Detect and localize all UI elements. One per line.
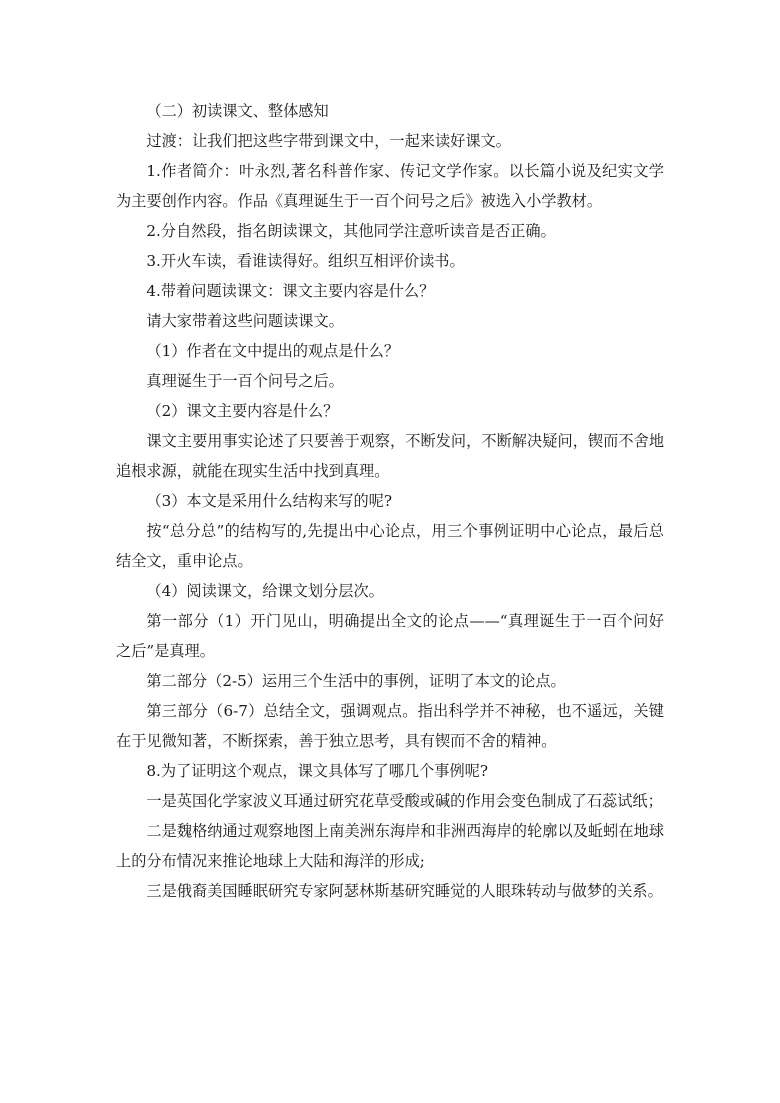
answer-paragraph: 第二部分（2-5）运用三个生活中的事例，证明了本文的论点。 bbox=[146, 672, 566, 690]
section-heading: （二）初读课文、整体感知 bbox=[146, 102, 329, 120]
paragraph: 请大家带着这些问题读课文。 bbox=[146, 312, 344, 330]
example-paragraph: 三是俄裔美国睡眠研究专家阿瑟林斯基研究睡觉的人眼珠转动与做梦的关系。 bbox=[146, 882, 663, 900]
answer-paragraph: 真理诞生于一百个问号之后。 bbox=[146, 372, 344, 390]
answer-paragraph: 第一部分（1）开门见山，明确提出全文的论点——“真理诞生于一百个问好之后”是真理。 bbox=[116, 612, 664, 660]
answer-paragraph: 课文主要用事实论述了只要善于观察，不断发问，不断解决疑问，锲而不舍地追根求源，就能在现实生活中找到真理。 bbox=[116, 432, 664, 480]
question-item: （3）本文是采用什么结构来写的呢? bbox=[146, 492, 393, 510]
paragraph: 过渡：让我们把这些字带到课文中，一起来读好课文。 bbox=[146, 132, 511, 150]
document-page bbox=[116, 96, 664, 906]
example-paragraph: 二是魏格纳通过观察地图上南美洲东海岸和非洲西海岸的轮廓以及蚯蚓在地球上的分布情况来推论地球上大陆和海洋的形成; bbox=[116, 822, 664, 870]
paragraph: 4.带着问题读课文：课文主要内容是什么？ bbox=[146, 282, 435, 300]
answer-paragraph: 第三部分（6-7）总结全文，强调观点。指出科学并不神秘，也不遥远，关键在于见微知著，不断探索，善于独立思考，具有锲而不舍的精神。 bbox=[116, 702, 664, 750]
example-paragraph: 一是英国化学家波义耳通过研究花草受酸或碱的作用会变色制成了石蕊试纸； bbox=[146, 792, 663, 810]
question-item: （1）作者在文中提出的观点是什么？ bbox=[146, 342, 400, 360]
answer-paragraph: 按“总分总”的结构写的,先提出中心论点，用三个事例证明中心论点，最后总结全文，重申论点。 bbox=[116, 522, 664, 570]
question-item: （2）课文主要内容是什么？ bbox=[146, 402, 339, 420]
question-item: （4）阅读课文，给课文划分层次。 bbox=[146, 582, 384, 600]
paragraph: 8.为了证明这个观点，课文具体写了哪几个事例呢? bbox=[146, 762, 488, 780]
paragraph: 2.分自然段，指名朗读课文，其他同学注意听读音是否正确。 bbox=[146, 222, 556, 240]
paragraph: 3.开火车读，看谁读得好。组织互相评价读书。 bbox=[146, 252, 465, 270]
paragraph: 1.作者简介：叶永烈,著名科普作家、传记文学作家。以长篇小说及纪实文学为主要创作内容。作品《真理诞生于一百个问号之后》被选入小学教材。 bbox=[116, 162, 664, 210]
